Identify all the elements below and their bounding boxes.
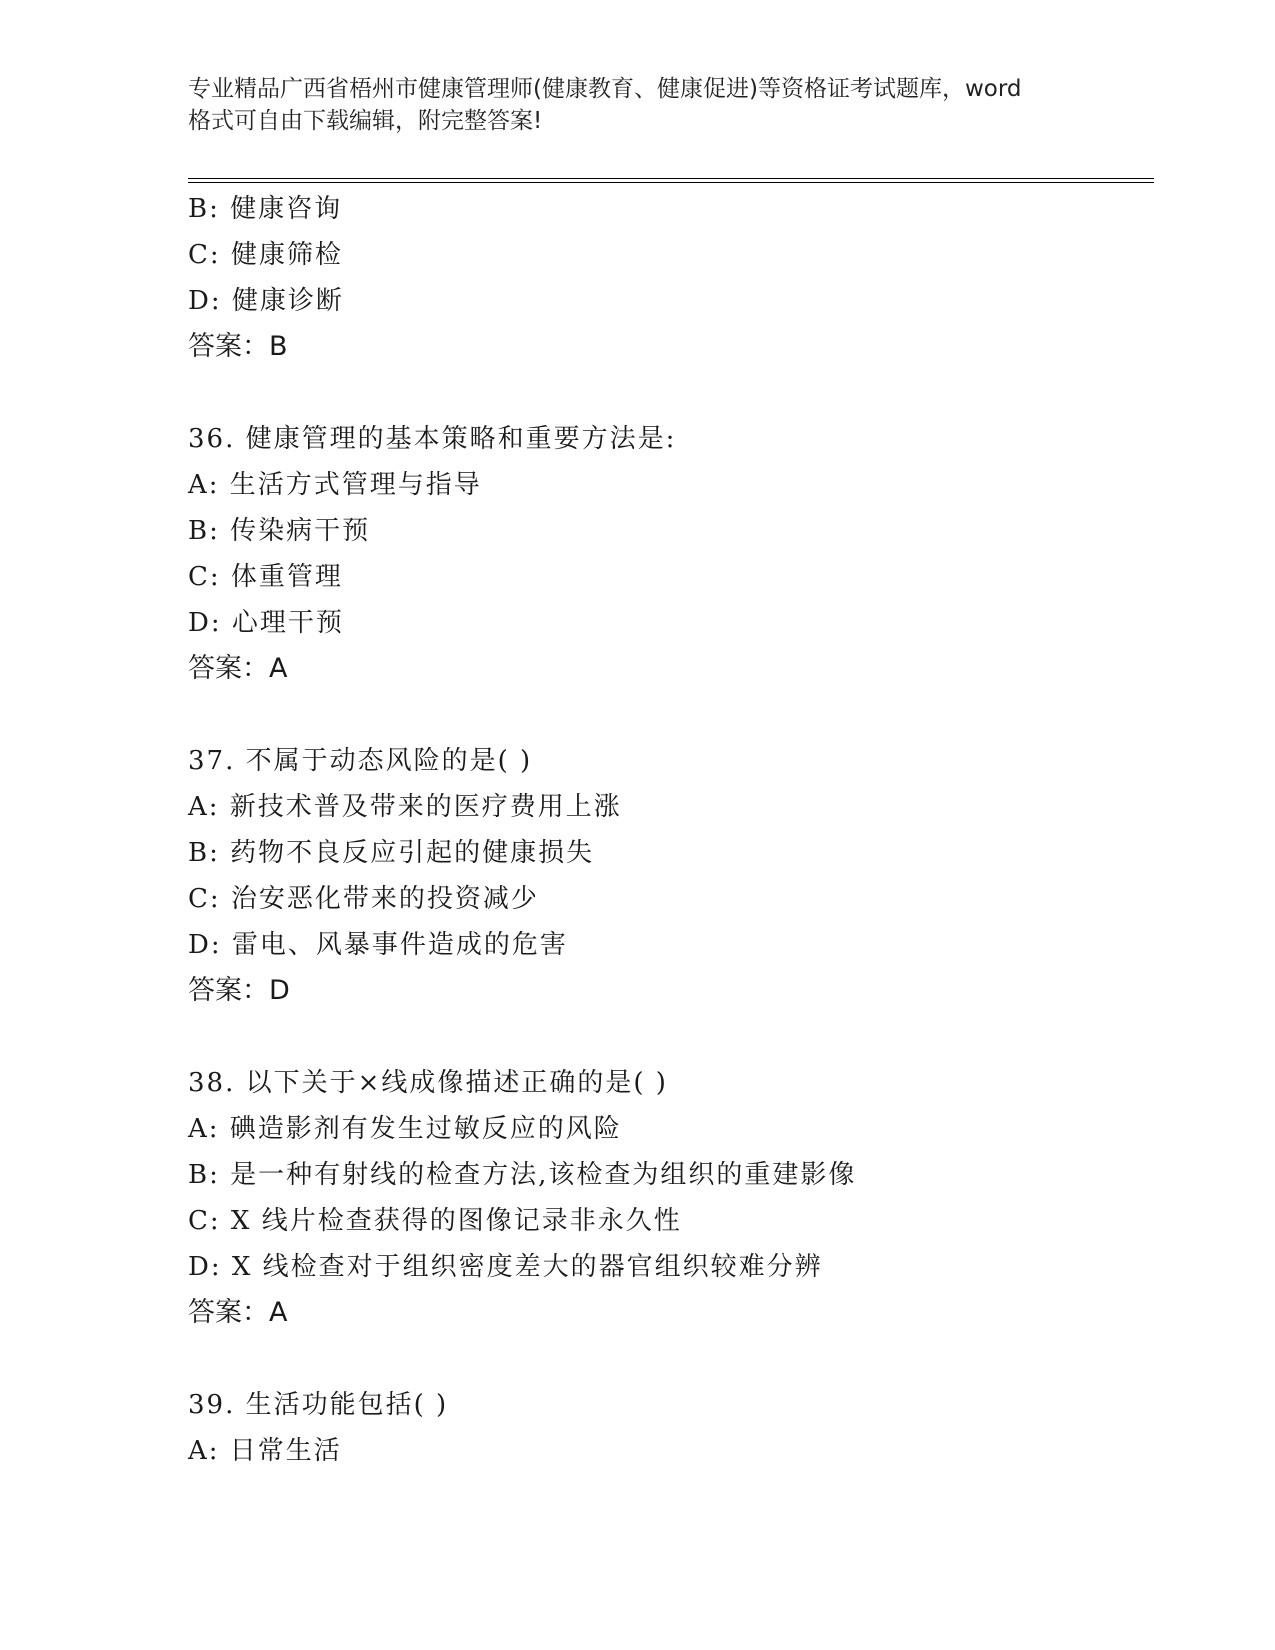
option-d: D: 心理干预 — [188, 608, 344, 638]
question-37: 37. 不属于动态风险的是( ) — [188, 746, 533, 776]
option-a: A: 新技术普及带来的医疗费用上涨 — [188, 792, 622, 822]
option-c: C: 体重管理 — [188, 562, 343, 592]
answer-line: 答案：B — [188, 331, 288, 362]
answer-line: 答案：A — [188, 1297, 288, 1328]
question-list — [188, 186, 1154, 1474]
question-39: 39. 生活功能包括( ) — [188, 1390, 449, 1420]
spacer — [188, 1336, 1154, 1382]
header-line-2: 格式可自由下载编辑，附完整答案! — [188, 108, 543, 134]
option-c: C: X 线片检查获得的图像记录非永久性 — [188, 1206, 682, 1236]
question-36: 36. 健康管理的基本策略和重要方法是: — [188, 424, 677, 454]
option-d: D: 健康诊断 — [188, 286, 344, 316]
option-a: A: 碘造影剂有发生过敏反应的风险 — [188, 1114, 622, 1144]
option-c: C: 健康筛检 — [188, 240, 343, 270]
option-c: C: 治安恶化带来的投资减少 — [188, 884, 539, 914]
option-a: A: 日常生活 — [188, 1436, 342, 1466]
option-a: A: 生活方式管理与指导 — [188, 470, 482, 500]
option-d: D: X 线检查对于组织密度差大的器官组织较难分辨 — [188, 1252, 823, 1282]
header-rule-top — [188, 178, 1154, 179]
option-b: B: 药物不良反应引起的健康损失 — [188, 838, 595, 868]
answer-line: 答案：D — [188, 975, 290, 1006]
question-38: 38. 以下关于×线成像描述正确的是( ) — [188, 1068, 668, 1098]
option-b: B: 传染病干预 — [188, 516, 371, 546]
spacer — [188, 370, 1154, 416]
option-b: B: 健康咨询 — [188, 194, 343, 224]
answer-line: 答案：A — [188, 653, 288, 684]
spacer — [188, 692, 1154, 738]
option-b: B: 是一种有射线的检查方法,该检查为组织的重建影像 — [188, 1160, 857, 1190]
spacer — [188, 1014, 1154, 1060]
option-d: D: 雷电、风暴事件造成的危害 — [188, 930, 568, 960]
header-line-1: 专业精品广西省梧州市健康管理师(健康教育、健康促进)等资格证考试题库，word — [188, 76, 1022, 102]
document-header — [188, 73, 1108, 137]
header-rule-bottom — [188, 182, 1154, 183]
